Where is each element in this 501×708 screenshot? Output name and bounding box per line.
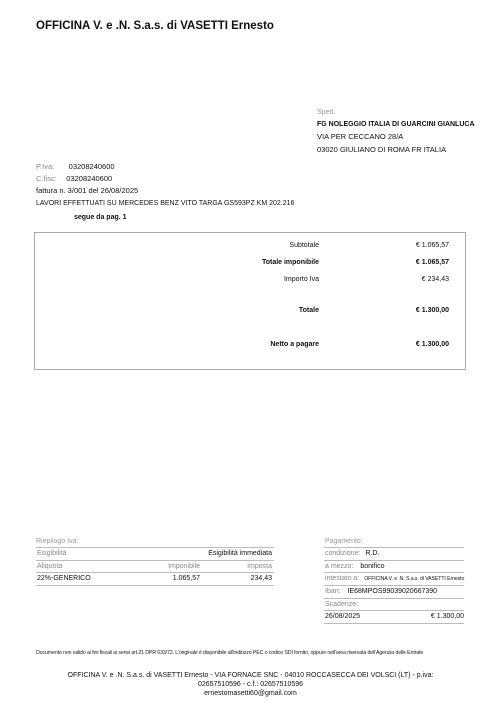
payment-title: Pagamento: (325, 538, 363, 545)
divider (36, 547, 274, 548)
iva-label: Importo Iva (283, 276, 319, 283)
iban-label: Iban: (325, 588, 341, 595)
iva-summary-title: Riepilogo Iva: (36, 538, 79, 545)
client-cfisc (36, 168, 112, 186)
divider (324, 623, 464, 624)
esigibilita-value: Esigibilità immediata (208, 550, 272, 557)
invoice-title: fattura n. 3/001 del 26/08/2025 (36, 186, 139, 195)
intestato-value: OFFICINA V. e .N. S.a.s. di VASETTI Ernesto (364, 576, 465, 582)
cfisc-label: C.fisc: (36, 174, 57, 183)
mezzo-label: a mezzo: (325, 563, 354, 570)
imponibile-label: Totale imponibile (261, 259, 319, 266)
recipient-name: FG NOLEGGIO ITALIA DI GUARCINI GIANLUCA (317, 121, 475, 128)
divider (324, 610, 464, 611)
payment-iban (325, 588, 437, 595)
divider (36, 572, 274, 573)
scadenza-amount: € 1.300,00 (430, 613, 464, 620)
subtotal-value: € 1.065,57 (415, 242, 449, 249)
subtotal-label: Subtotale (289, 242, 319, 249)
scadenze-label: Scadenze: (325, 601, 359, 608)
footer-line-1: OFFICINA V. e .N. S.a.s. di VASETTI Ernesto - VIA FORNACE SNC - 04010 ROCCASECCA DEI VOLSCI (LT) - p.iva: (67, 672, 434, 679)
payment-mezzo (325, 563, 385, 570)
col-imponibile: Imponibile (168, 563, 200, 570)
divider (36, 585, 274, 586)
condizione-label: condizione: (325, 550, 361, 557)
payment-condizione (325, 550, 379, 557)
iva-value: € 234,43 (421, 276, 449, 283)
condizione-value: R.D. (365, 550, 380, 557)
recipient-address: VIA PER CECCANO 28/A (317, 132, 404, 141)
piva-value: 03208240600 (68, 162, 115, 171)
imponibile-value: € 1.065,57 (415, 259, 449, 266)
recipient-city: 03020 GIULIANO DI ROMA FR ITALIA (317, 145, 447, 154)
divider (324, 572, 464, 573)
footer-line-2: 02657510596 - c.f.: 02657510596 (197, 681, 304, 688)
totale-value: € 1.300,00 (415, 307, 449, 314)
divider (36, 560, 274, 561)
totals-box (34, 232, 466, 370)
col-imposta: Imposta (247, 563, 272, 570)
intestato-label: intestato a: (325, 575, 360, 582)
row-imposta: 234,43 (250, 575, 272, 582)
company-name: OFFICINA V. e .N. S.a.s. di VASETTI Ernesto (36, 20, 274, 32)
esigibilita-label: Esigibilità (37, 550, 67, 557)
row-imponibile: 1.065,57 (172, 575, 200, 582)
col-aliquota: Aliquota (37, 563, 63, 570)
divider (324, 547, 464, 548)
recipient-label: Spett. (317, 109, 336, 116)
invoice-description: LAVORI EFFETTUATI SU MERCEDES BENZ VITO TARGA GS593PZ KM 202.216 (36, 200, 295, 207)
totale-label: Totale (298, 307, 319, 314)
netto-value: € 1.300,00 (415, 341, 449, 348)
payment-intestato (325, 575, 464, 582)
divider (324, 560, 464, 561)
footer-email: ernestomasetti60@gmail.com (204, 690, 297, 697)
legal-footnote: Documento non valido ai fini fiscali ai sensi art.21 DPR 633/72. L'originale è disponibile all'indirizzo PEC o codice SDI fornito, oppure nell'area riservata dell'Agenzia delle Entrate (36, 650, 424, 656)
continued-note: segue da pag. 1 (74, 214, 127, 221)
netto-label: Netto a pagare (270, 341, 319, 348)
scadenza-date: 26/08/2025 (325, 613, 361, 620)
iban-value: IE68MPOS99039020667390 (347, 588, 438, 595)
piva-label: P.Iva: (36, 162, 55, 171)
row-aliquota: 22%-GENERICO (37, 575, 91, 582)
mezzo-value: bonifico (360, 563, 385, 570)
divider (324, 598, 464, 599)
cfisc-value: 03208240600 (66, 174, 113, 183)
divider (324, 585, 464, 586)
